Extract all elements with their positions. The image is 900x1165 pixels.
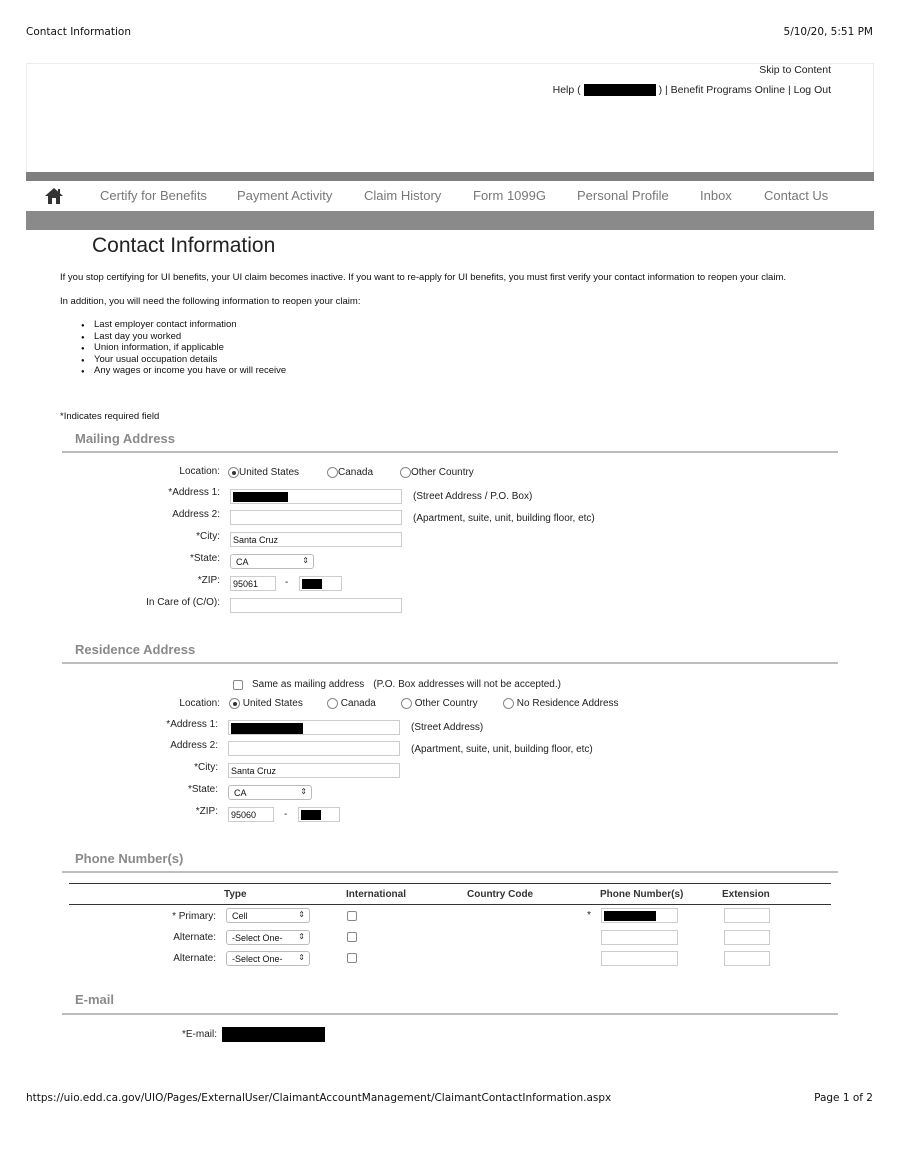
mailing-careof-label: In Care of (C/O):: [146, 597, 220, 608]
residence-zip-ext-input[interactable]: [298, 807, 340, 822]
mailing-zip-ext-input[interactable]: [299, 576, 342, 591]
required-field-note: *Indicates required field: [60, 411, 160, 422]
print-header-title: Contact Information: [26, 26, 131, 38]
radio-label: Other Country: [414, 698, 478, 710]
phone-row-label: * Primary:: [172, 911, 216, 922]
mailing-location-canada[interactable]: [327, 467, 373, 478]
radio-label: United States: [239, 467, 300, 479]
print-header-datetime: 5/10/20, 5:51 PM: [783, 26, 873, 38]
residence-state-select[interactable]: [228, 785, 312, 800]
zip-dash: -: [285, 577, 289, 588]
radio-label: United States: [242, 698, 303, 710]
redacted-value: [233, 492, 288, 502]
email-label: *E-mail:: [181, 1029, 217, 1040]
extension-input[interactable]: [724, 930, 770, 945]
residence-location-none[interactable]: [503, 698, 619, 709]
top-links: [553, 84, 831, 96]
email-input[interactable]: [222, 1027, 325, 1042]
residence-state-label: *State:: [187, 784, 218, 795]
residence-location-label: Location:: [179, 698, 220, 709]
same-as-mailing-label: [252, 679, 561, 690]
redacted-value: [604, 911, 656, 921]
phone-type-select[interactable]: [226, 930, 310, 945]
phone-row-label: Alternate:: [173, 932, 216, 943]
nav-form-1099g[interactable]: Form 1099G: [473, 188, 546, 203]
radio-button[interactable]: [327, 467, 338, 478]
mailing-zip-input[interactable]: 95061: [230, 576, 276, 591]
mailing-address2-input[interactable]: [230, 510, 402, 525]
col-header-country-code: Country Code: [467, 889, 534, 900]
mailing-location-us[interactable]: [228, 467, 299, 478]
radio-label: Other Country: [411, 467, 474, 479]
international-checkbox[interactable]: [347, 911, 357, 921]
list-item: ● Any wages or income you have or will receive: [94, 365, 286, 377]
residence-address2-label: Address 2:: [170, 740, 218, 751]
nav-contact-us[interactable]: Contact Us: [764, 188, 829, 203]
po-box-note: (P.O. Box addresses will not be accepted.): [373, 679, 561, 690]
extension-input[interactable]: [724, 908, 770, 923]
section-divider: [62, 871, 838, 873]
select-value: CA: [236, 557, 249, 567]
international-checkbox[interactable]: [347, 953, 357, 963]
radio-label: Canada: [338, 467, 374, 479]
main-nav: [26, 181, 874, 211]
list-item: ● Last day you worked: [94, 331, 286, 343]
col-header-international: International: [346, 889, 407, 900]
residence-address-heading: Residence Address: [75, 642, 196, 657]
redacted-value: [302, 579, 322, 589]
residence-address1-label: *Address 1:: [166, 719, 218, 730]
section-divider: [62, 1013, 838, 1015]
residence-city-input[interactable]: Santa Cruz: [228, 763, 400, 778]
mailing-address2-hint: (Apartment, suite, unit, building floor, etc): [413, 513, 595, 524]
mailing-address1-label: *Address 1:: [168, 487, 220, 498]
residence-location-us[interactable]: [229, 698, 303, 709]
phone-type-select[interactable]: [226, 908, 310, 923]
phone-number-input[interactable]: [601, 930, 678, 945]
email-heading: E-mail: [75, 992, 115, 1007]
chevron-updown-icon: ⇕: [298, 953, 305, 962]
col-header-extension: Extension: [722, 889, 770, 900]
zip-dash: -: [284, 809, 288, 820]
residence-location-canada[interactable]: [327, 698, 376, 709]
radio-label: Canada: [340, 698, 376, 710]
residence-location-other[interactable]: [401, 698, 478, 709]
list-item: ● Union information, if applicable: [94, 342, 286, 354]
home-icon[interactable]: [45, 188, 63, 204]
radio-button[interactable]: [503, 698, 514, 709]
chevron-updown-icon: ⇕: [302, 556, 309, 565]
residence-address2-input[interactable]: [228, 741, 400, 756]
header-dark-bar: [26, 172, 874, 181]
phone-table-top-border: [69, 883, 831, 884]
same-label-text: Same as mailing address: [252, 679, 365, 690]
nav-inbox[interactable]: Inbox: [700, 188, 732, 203]
mailing-city-label: *City:: [196, 531, 220, 542]
radio-button[interactable]: [400, 467, 411, 478]
print-footer-url: https://uio.edd.ca.gov/UIO/Pages/ExternalUser/ClaimantAccountManagement/ClaimantContactInformation.aspx: [26, 1092, 612, 1104]
residence-address2-hint: (Apartment, suite, unit, building floor, etc): [411, 744, 593, 755]
select-value: CA: [234, 788, 247, 798]
nav-bottom-bar: [26, 211, 874, 230]
intro-paragraph-2: In addition, you will need the following information to reopen your claim:: [60, 296, 361, 307]
chevron-updown-icon: ⇕: [298, 932, 305, 941]
mailing-state-label: *State:: [189, 553, 220, 564]
mailing-city-input[interactable]: Santa Cruz: [230, 532, 402, 547]
same-as-mailing-checkbox[interactable]: [233, 680, 243, 690]
redacted-value: [301, 810, 321, 820]
col-header-type: Type: [224, 889, 247, 900]
nav-payment-activity[interactable]: Payment Activity: [237, 188, 333, 203]
mailing-address1-input[interactable]: [230, 489, 402, 504]
nav-claim-history[interactable]: Claim History: [364, 188, 442, 203]
nav-personal-profile[interactable]: Personal Profile: [577, 188, 669, 203]
select-value: Cell: [232, 911, 248, 921]
mailing-state-select[interactable]: [230, 554, 314, 569]
list-item: ● Your usual occupation details: [94, 354, 286, 366]
residence-city-label: *City:: [194, 762, 218, 773]
phone-number-input[interactable]: [601, 951, 678, 966]
radio-button[interactable]: [228, 467, 239, 478]
redacted-value: [231, 723, 303, 734]
intro-paragraph-1: If you stop certifying for UI benefits, your UI claim becomes inactive. If you want to re-apply for UI benefits, you must first verify your contact information to reopen your claim.: [60, 272, 786, 283]
residence-address1-input[interactable]: [228, 720, 400, 735]
phone-table-header-border: [69, 904, 831, 905]
required-star: *: [587, 910, 591, 921]
requirements-list: [94, 319, 286, 377]
residence-address1-hint: (Street Address): [411, 722, 484, 733]
list-item: ● Last employer contact information: [94, 319, 286, 331]
radio-button[interactable]: [327, 698, 338, 709]
chevron-updown-icon: ⇕: [298, 910, 305, 919]
section-divider: [62, 662, 838, 664]
radio-button[interactable]: [229, 698, 240, 709]
skip-to-content-link[interactable]: Skip to Content: [759, 64, 831, 76]
residence-zip-input[interactable]: 95060: [228, 807, 274, 822]
mailing-address2-label: Address 2:: [172, 509, 220, 520]
redacted-help-number: [584, 84, 656, 96]
mailing-address1-hint: (Street Address / P.O. Box): [413, 491, 533, 502]
account-links[interactable]: ) | Benefit Programs Online | Log Out: [658, 84, 831, 97]
mailing-location-other[interactable]: [400, 467, 474, 478]
radio-label: No Residence Address: [516, 698, 619, 710]
mailing-location-label: Location:: [179, 466, 220, 477]
print-footer-page: Page 1 of 2: [814, 1092, 873, 1104]
radio-button[interactable]: [401, 698, 412, 709]
extension-input[interactable]: [724, 951, 770, 966]
nav-certify-for-benefits[interactable]: Certify for Benefits: [100, 188, 207, 203]
help-link[interactable]: Help (: [552, 84, 581, 97]
international-checkbox[interactable]: [347, 932, 357, 942]
mailing-careof-input[interactable]: [230, 598, 402, 613]
residence-zip-label: *ZIP:: [195, 806, 218, 817]
select-value: -Select One-: [232, 954, 283, 964]
mailing-zip-label: *ZIP:: [197, 575, 220, 586]
page-title: Contact Information: [92, 234, 276, 257]
select-value: -Select One-: [232, 933, 283, 943]
section-divider: [62, 451, 838, 453]
phone-number-input[interactable]: [601, 908, 678, 923]
col-header-phone-number: Phone Number(s): [600, 889, 684, 900]
mailing-address-heading: Mailing Address: [75, 431, 175, 446]
phone-numbers-heading: Phone Number(s): [75, 851, 184, 866]
chevron-updown-icon: ⇕: [300, 787, 307, 796]
phone-row-label: Alternate:: [173, 953, 216, 964]
phone-type-select[interactable]: [226, 951, 310, 966]
